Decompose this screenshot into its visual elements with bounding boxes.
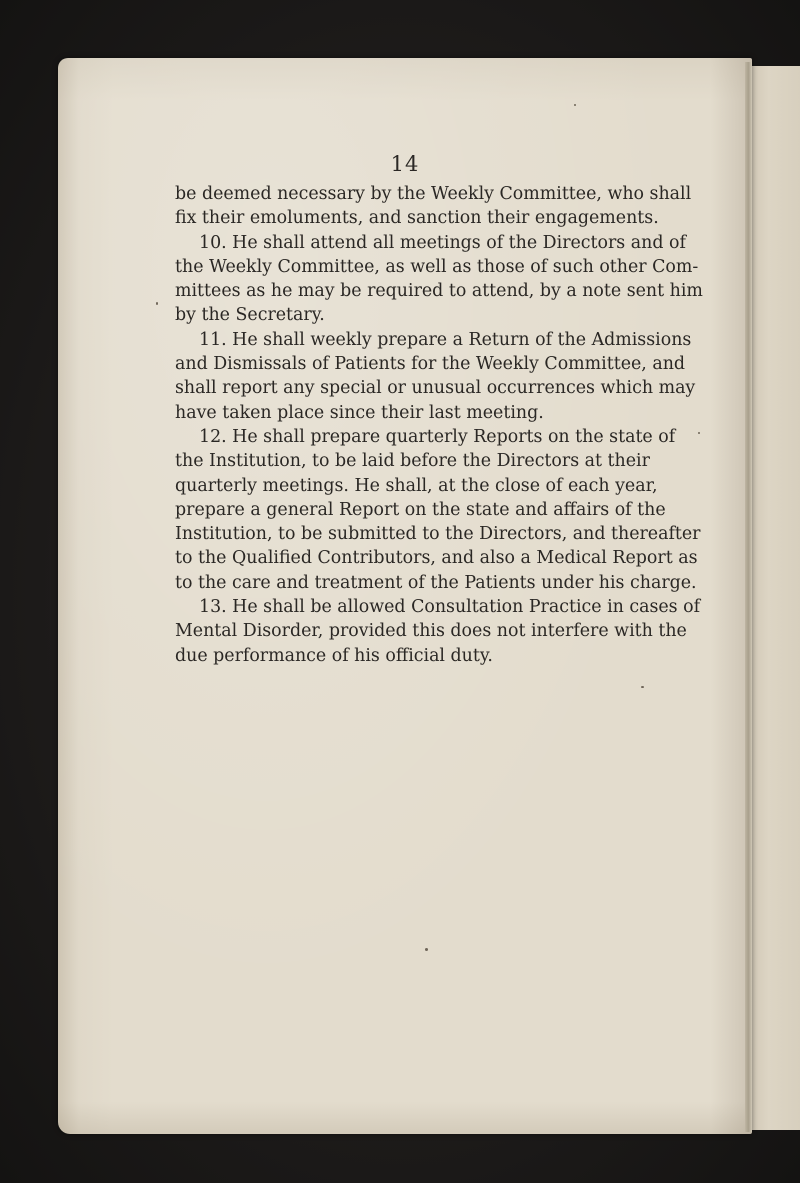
text-line: 12. He shall prepare quarterly Reports on the state of <box>199 426 676 447</box>
text-line: fix their emoluments, and sanction their engagements. <box>175 208 659 229</box>
text-line: be deemed necessary by the Weekly Committee, who shall <box>175 184 692 204</box>
text-line: by the Secretary. <box>175 305 325 326</box>
text-line: quarterly meetings. He shall, at the close of each year, <box>175 475 658 496</box>
text-line: the Weekly Committee, as well as those of such other Com- <box>175 256 699 277</box>
text-line: the Institution, to be laid before the Directors at their <box>175 451 650 472</box>
text-line: due performance of his official duty. <box>175 645 493 666</box>
text-line: 10. He shall attend all meetings of the Directors and of <box>199 232 686 253</box>
paper-speck <box>641 686 644 688</box>
text-line: and Dismissals of Patients for the Weekly Committee, and <box>175 354 686 375</box>
text-line: mittees as he may be required to attend, by a note sent him <box>175 281 703 302</box>
text-line: Mental Disorder, provided this does not interfere with the <box>175 621 687 642</box>
text-line: shall report any special or unusual occurrences which may <box>175 378 696 399</box>
page-number: 14 <box>390 152 420 176</box>
text-line: have taken place since their last meeting. <box>175 402 544 423</box>
paper-speck <box>698 432 700 434</box>
text-line: 11. He shall weekly prepare a Return of the Admissions <box>199 329 692 350</box>
adjacent-page-edge <box>748 66 800 1130</box>
text-line: prepare a general Report on the state and affairs of the <box>175 499 666 520</box>
paper-speck <box>425 948 428 951</box>
paper-speck <box>574 104 576 106</box>
body-text <box>175 182 703 668</box>
text-line: Institution, to be submitted to the Directors, and thereafter <box>175 524 701 545</box>
text-line: to the care and treatment of the Patients under his charge. <box>175 572 697 593</box>
text-line: to the Qualified Contributors, and also a Medical Report as <box>175 548 698 569</box>
paper-speck <box>156 302 158 305</box>
page-gutter <box>745 62 752 1132</box>
text-line: 13. He shall be allowed Consultation Practice in cases of <box>199 597 701 618</box>
